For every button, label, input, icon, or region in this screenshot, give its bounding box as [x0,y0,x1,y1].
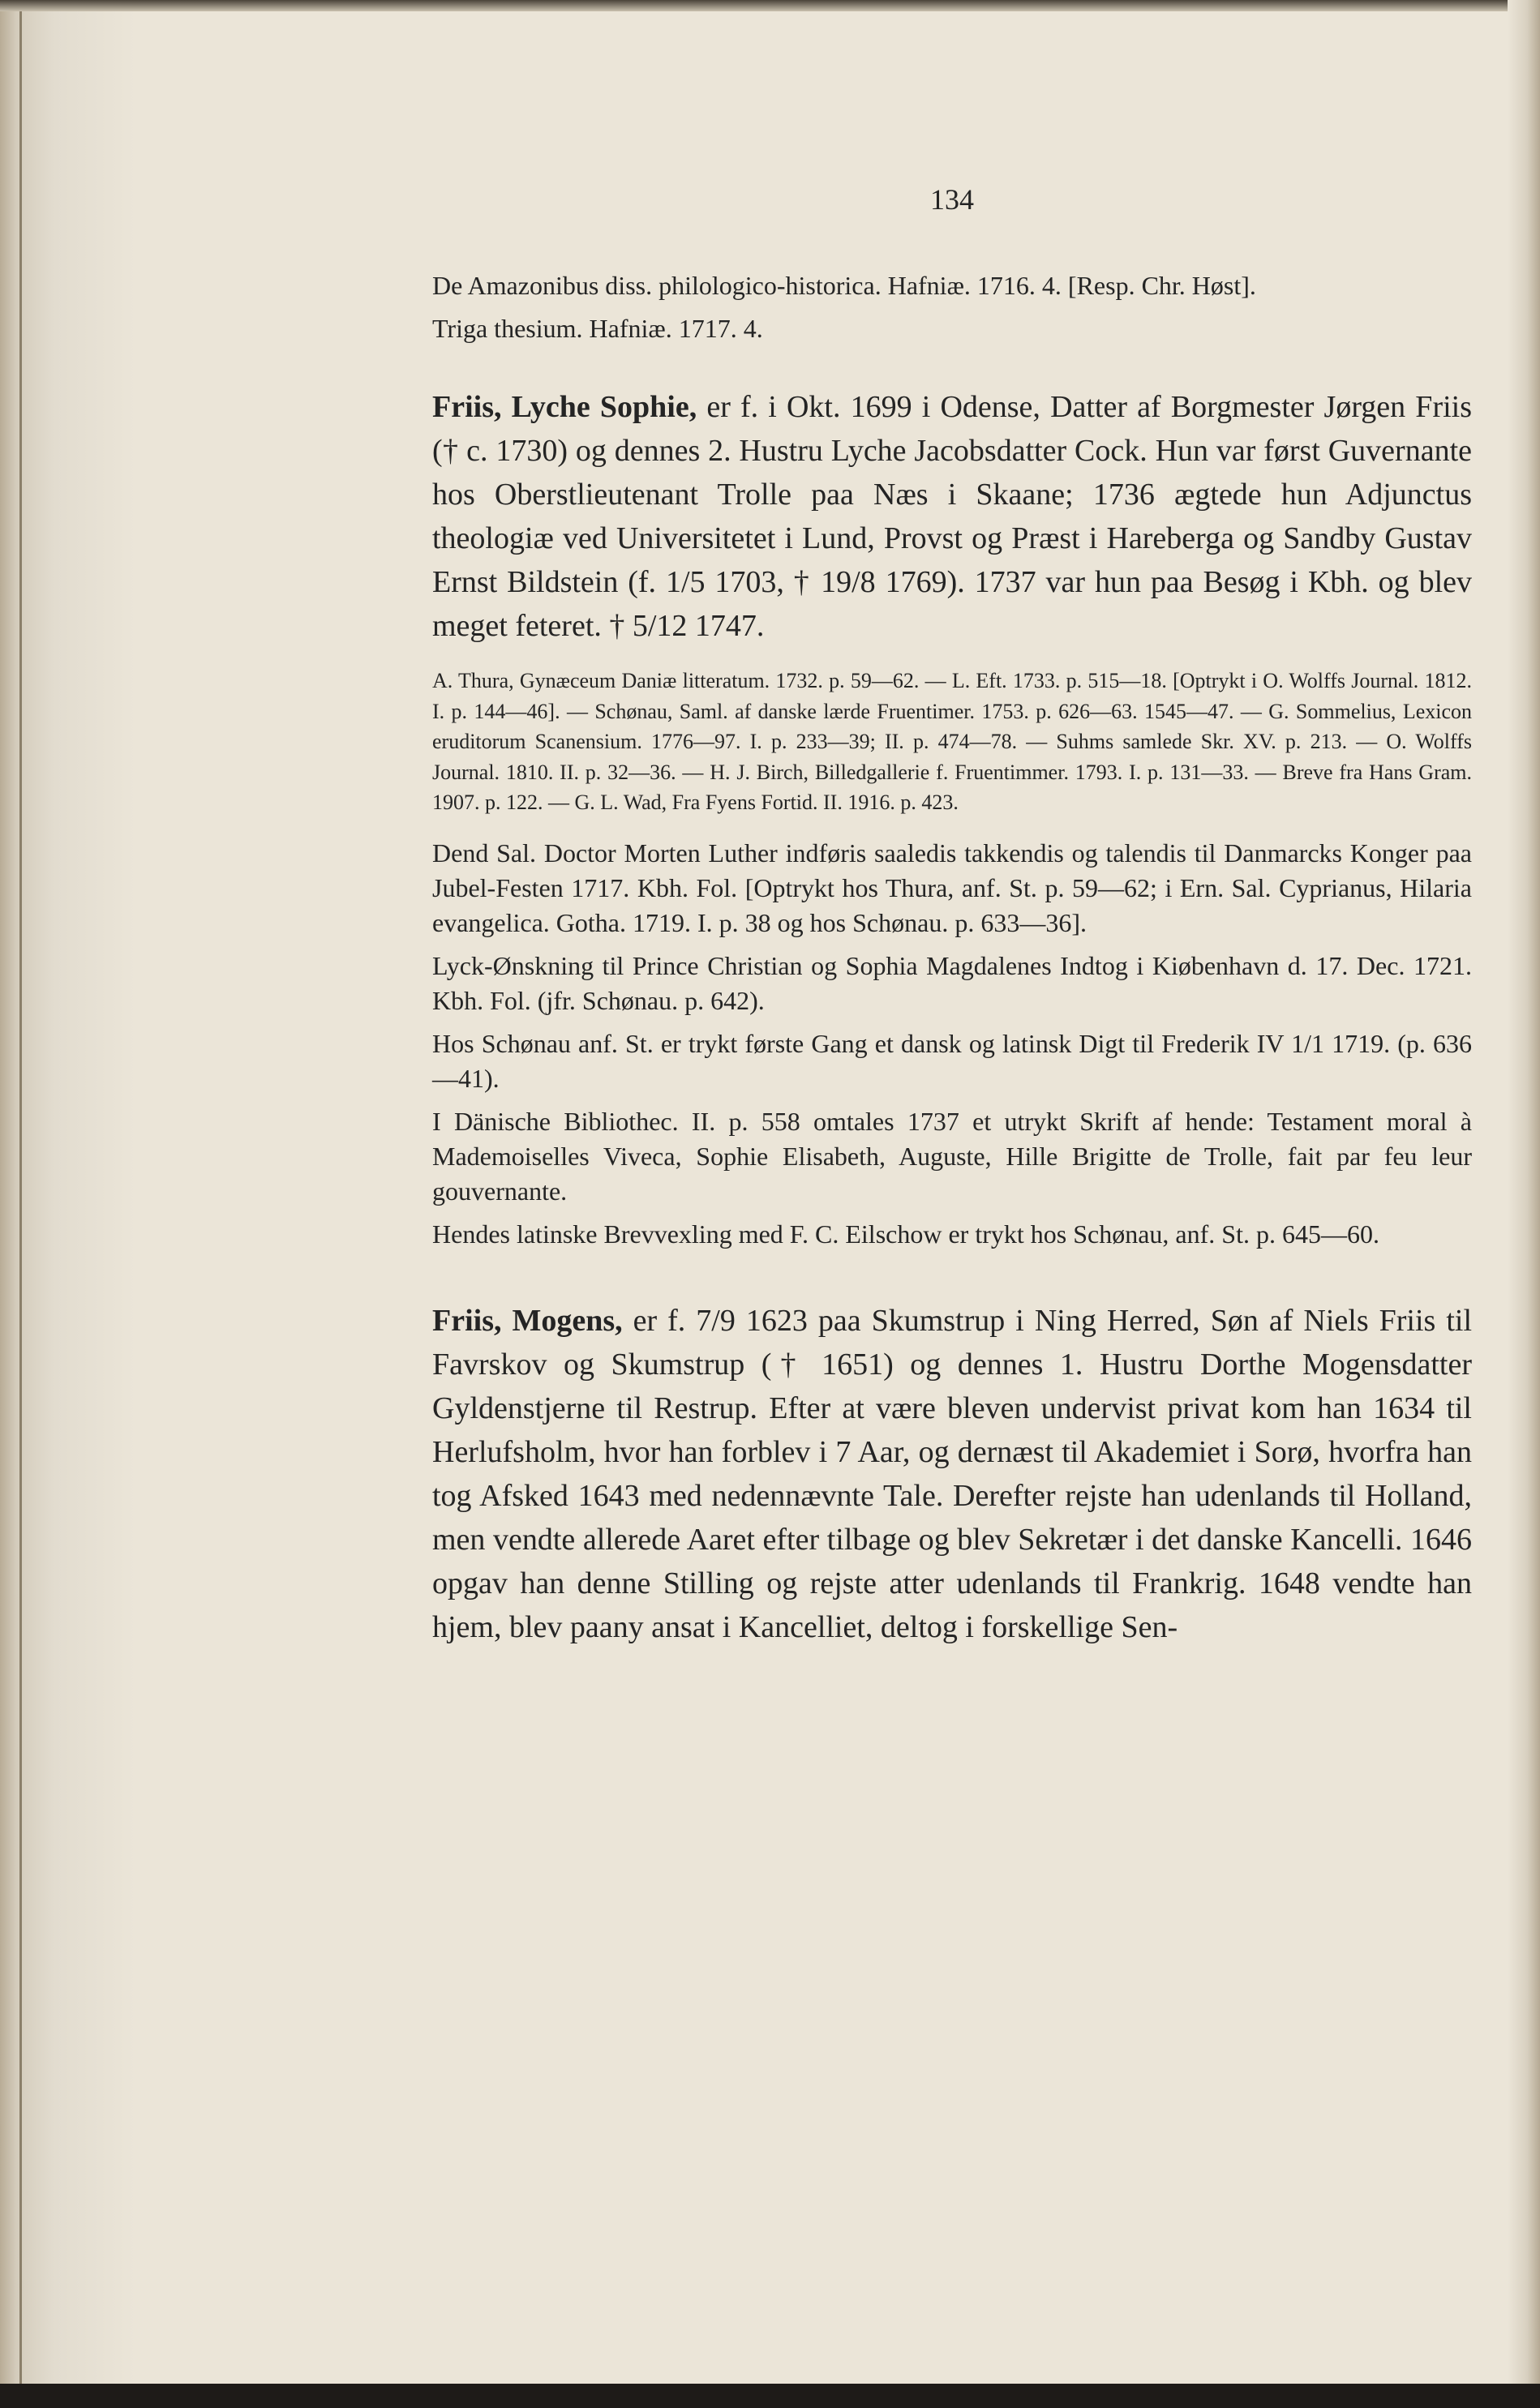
binding-edge [19,0,22,2408]
prev-work-2: Triga thesium. Hafniæ. 1717. 4. [432,314,763,343]
entry-name: Friis, Lyche Sophie, [432,390,697,424]
page-top-edge [0,0,1540,11]
entry-bio: er f. 7/9 1623 paa Skumstrup i Ning Herred, Søn af Niels Friis til Favrskov og Skumstrup († 1651) og dennes 1. Hustru Dorthe Mogensdatter Gyldenstjerne til Restrup. Efter at være bleven undervist privat kom han 1634 til Herlufsholm, hvor han forblev i 7 Aar, og dernæst til Akademiet i Sorø, hvorfra han tog Afsked 1643 med nedennævnte Tale. Derefter rejste han udenlands til Holland, men vendte allerede Aaret efter tilbage og blev Sekretær i det danske Kancelli. 1646 opgav han denne Stilling og rejste atter udenlands til Frankrig. 1648 vendte han hjem, blev paany ansat i Kancelliet, deltog i forskellige Sen- [432,1303,1473,1644]
work-1: Dend Sal. Doctor Morten Luther indføris saaledis takkendis og talendis til Danmarcks Konger paa Jubel-Festen 1717. Kbh. Fol. [Optrykt hos Thura, anf. St. p. 59—62; i Ern. Sal. Cyprianus, Hilaria evangelica. Gotha. 1719. I. p. 38 og hos Schønau. p. 633—36]. [432,838,1472,937]
entry-lyche-sophie [432,385,1472,648]
entry-references: A. Thura, Gynæceum Daniæ litteratum. 1732. p. 59—62. — L. Eft. 1733. p. 515—18. [Optrykt i O. Wolffs Journal. 1812. I. p. 144—46]. — Schønau, Saml. af danske lærde Fruentimer. 1753. p. 626—63. 1545—47. — G. Sommelius, Lexicon eruditorum Scanensium. 1776—97. I. p. 233—39; II. p. 474—78. — Suhms samlede Skr. XV. p. 213. — O. Wolffs Journal. 1810. II. p. 32—36. — H. J. Birch, Billedgallerie f. Fruentimmer. 1793. I. p. 131—33. — Breve fra Hans Gram. 1907. p. 122. — G. L. Wad, Fra Fyens Fortid. II. 1916. p. 423. [432,669,1472,814]
prev-work-1: De Amazonibus diss. philologico-historica. Hafniæ. 1716. 4. [Resp. Chr. Høst]. [432,271,1256,300]
entry-mogens [432,1299,1472,1649]
entry-bio: er f. i Okt. 1699 i Odense, Datter af Borgmester Jørgen Friis († c. 1730) og dennes 2. Hustru Lyche Jacobsdatter Cock. Hun var først Guvernante hos Oberstlieutenant Trolle paa Næs i Skaane; 1736 ægtede hun Adjunctus theologiæ ved Universitetet i Lund, Provst og Præst i Hareberga og Sandby Gustav Ernst Bildstein (f. 1/5 1703, † 19/8 1769). 1737 var hun paa Besøg i Kbh. og blev meget feteret. † 5/12 1747. [432,390,1473,643]
entry-name: Friis, Mogens, [432,1303,623,1338]
work-5: Hendes latinske Brevvexling med F. C. Eilschow er trykt hos Schønau, anf. St. p. 645—60. [432,1219,1379,1249]
page-number: 134 [930,183,974,216]
page-right-edge [1508,0,1540,2408]
scan-bottom-edge [0,2384,1540,2408]
text-column [432,182,1472,1649]
work-4: I Dänische Bibliothec. II. p. 558 omtales 1737 et utrykt Skrift af hende: Testament moral à Mademoiselles Viveca, Sophie Elisabeth, Auguste, Hille Brigitte de Trolle, fait par feu leur gouvernante. [432,1106,1472,1206]
work-3: Hos Schønau anf. St. er trykt første Gang et dansk og latinsk Digt til Frederik IV 1/1 1719. (p. 636—41). [432,1028,1472,1093]
work-2: Lyck-Ønskning til Prince Christian og Sophia Magdalenes Indtog i Kiøbenhavn d. 17. Dec. 1721. Kbh. Fol. (jfr. Schønau. p. 642). [432,950,1472,1015]
